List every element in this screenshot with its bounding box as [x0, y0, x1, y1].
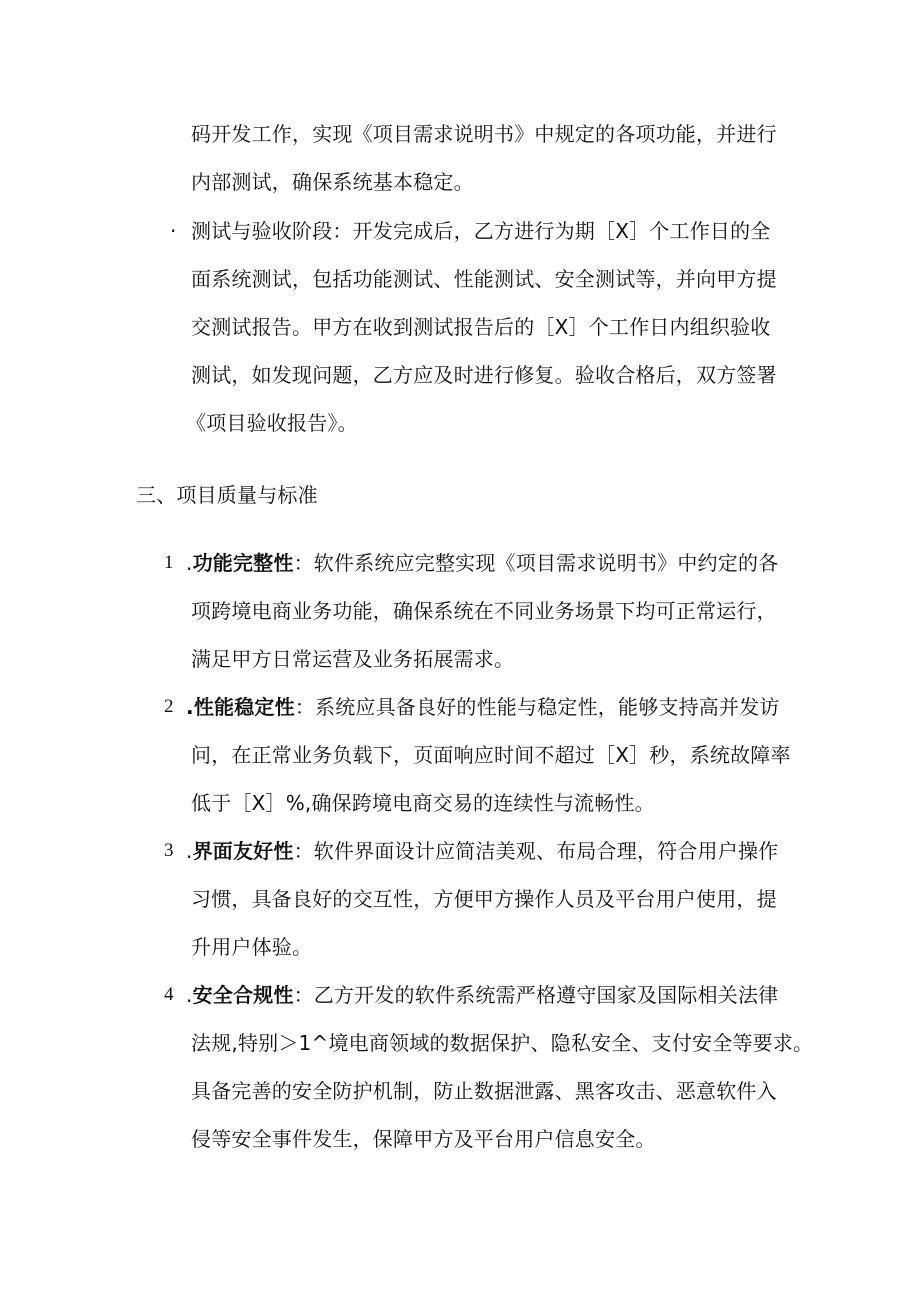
list-item-dot: . [186, 551, 193, 575]
bullet-marker: · [170, 219, 177, 243]
list-item-term: 安全合规性 [192, 983, 294, 1007]
list-item-number: 2 [164, 696, 174, 717]
paragraph-line: 码开发工作，实现《项目需求说明书》中规定的各项功能，并进行 [191, 122, 777, 146]
bullet-line: 交测试报告。甲方在收到测试报告后的［X］个工作日内组织验收 [191, 315, 771, 339]
list-item-text: ：系统应具备良好的性能与稳定性，能够支持高并发访 [294, 695, 780, 719]
list-item-line: 法规,特别＞1^境电商领域的数据保护、隐私安全、支付安全等要求。 [191, 1031, 814, 1055]
list-item-first-line [186, 548, 778, 578]
bullet-line: 测试，如发现问题，乙方应及时进行修复。验收合格后，双方签署 [191, 363, 777, 387]
list-item-dot: . [186, 695, 194, 719]
list-item-number: 1 [164, 552, 174, 573]
list-item-line: 习惯，具备良好的交互性，方便甲方操作人员及平台用户使用，提 [191, 887, 777, 911]
list-item-term: 性能稳定性 [193, 695, 295, 719]
list-item-number: 4 [164, 984, 174, 1005]
list-item-dot: . [186, 839, 193, 863]
list-item-term: 功能完整性 [192, 551, 294, 575]
bullet-line: 面系统测试，包括功能测试、性能测试、安全测试等，并向甲方提 [191, 267, 777, 291]
list-item-first-line [186, 980, 778, 1010]
list-item-first-line [186, 836, 778, 866]
list-item-line: 具备完善的安全防护机制，防止数据泄露、黑客攻击、恶意软件入 [191, 1079, 777, 1103]
list-item-number: 3 [164, 840, 174, 861]
bullet-line: 测试与验收阶段：开发完成后，乙方进行为期［X］个工作日的全 [191, 219, 771, 243]
list-item-first-line [186, 692, 780, 722]
section-heading: 三、项目质量与标准 [136, 483, 318, 507]
bullet-line: 《项目验收报告》。 [186, 411, 358, 435]
list-item-text: ：软件系统应完整实现《项目需求说明书》中约定的各 [293, 551, 779, 575]
list-item-line: 项跨境电商业务功能，确保系统在不同业务场景下均可正常运行， [191, 599, 777, 623]
list-item-line: 升用户体验。 [191, 935, 313, 959]
paragraph-line: 内部测试，确保系统基本稳定。 [191, 170, 474, 194]
list-item-line: 问，在正常业务负载下，页面响应时间不超过［X］秒，系统故障率 [191, 743, 791, 767]
list-item-dot: . [186, 983, 193, 1007]
list-item-text: ：乙方开发的软件系统需严格遵守国家及国际相关法律 [293, 983, 779, 1007]
list-item-text: ：软件界面设计应简洁美观、布局合理，符合用户操作 [293, 839, 779, 863]
list-item-line: 满足甲方日常运营及业务拓展需求。 [191, 647, 515, 671]
list-item-line: 侵等安全事件发生，保障甲方及平台用户信息安全。 [191, 1127, 656, 1151]
list-item-line: 低于［X］%,确保跨境电商交易的连续性与流畅性。 [191, 791, 655, 815]
list-item-term: 界面友好性 [192, 839, 294, 863]
